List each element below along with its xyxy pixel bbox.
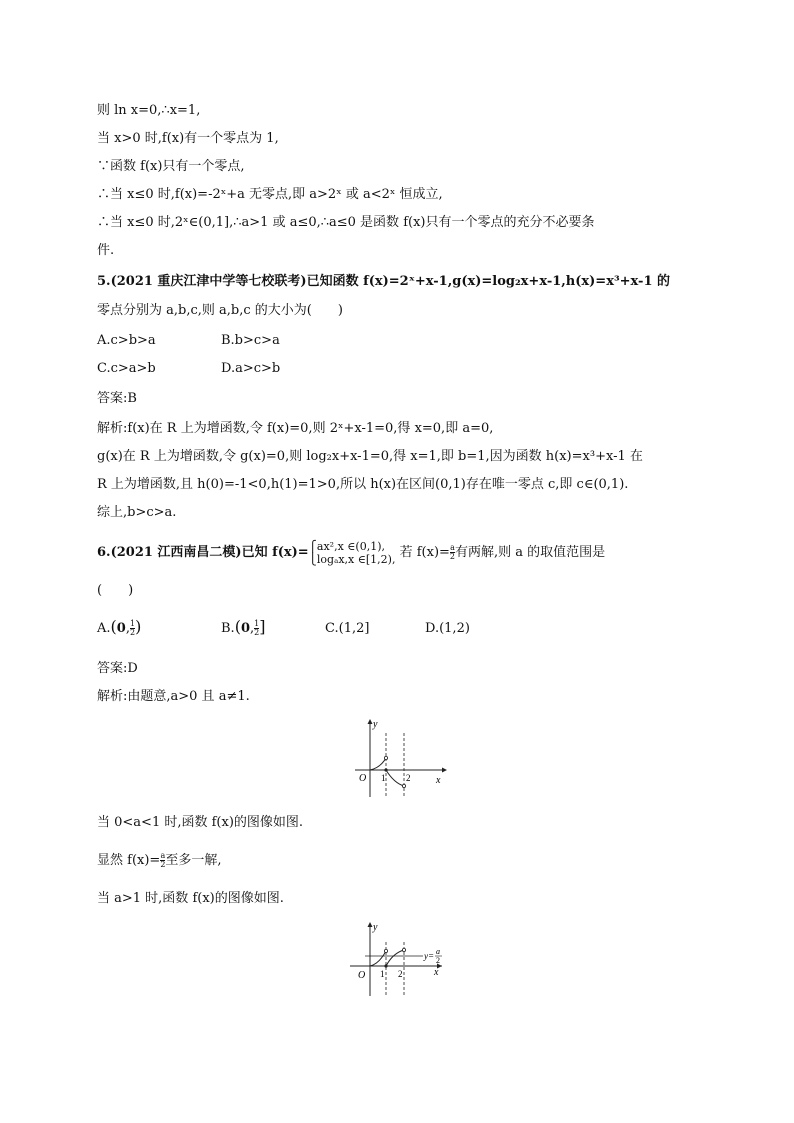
tick-label-2: 2: [398, 969, 403, 979]
text-line: 件.: [97, 243, 115, 258]
explanation-line: 当 0<a<1 时,函数 f(x)的图像如图.: [97, 815, 304, 830]
answer: 答案:D: [97, 661, 138, 676]
text-line: 当 x>0 时,f(x)有一个零点为 1,: [97, 131, 279, 146]
choice-d: D.a>c>b: [221, 361, 281, 376]
origin-label: O: [359, 773, 367, 784]
line-label: y=: [424, 951, 435, 961]
text-line: ∵函数 f(x)只有一个零点,: [97, 159, 245, 174]
piecewise-cases: [317, 540, 396, 566]
text-line: 则 ln x=0,∴x=1,: [97, 103, 201, 118]
explanation-line: 解析:f(x)在 R 上为增函数,令 f(x)=0,则 2ˣ+x-1=0,得 x=0,即 a=0,: [97, 421, 494, 436]
choice-d: D.(1,2): [425, 621, 470, 636]
explanation-line: 当 a>1 时,函数 f(x)的图像如图.: [97, 891, 284, 906]
question-6-paren: ( ): [97, 583, 134, 598]
explanation-line: 显然 f(x)= $\frac{a}{2}$ 至多一解,: [97, 851, 222, 869]
question-6-mid: 若 f(x)=: [399, 545, 450, 560]
graph-figure-1: [350, 715, 450, 800]
fraction-a-over-2: $\frac{a}{2}$: [449, 543, 455, 561]
x-axis-label: x: [436, 775, 441, 786]
piecewise-brace: ⎧ ⎩: [308, 539, 317, 566]
explanation-line: g(x)在 R 上为增函数,令 g(x)=0,则 log₂x+x-1=0,得 x=1,即 b=1,因为函数 h(x)=x³+x-1 在: [97, 449, 643, 464]
fraction-a-over-2: $\frac{a}{2}$: [160, 851, 166, 869]
origin-label: O: [358, 970, 366, 981]
explanation-line: 解析:由题意,a>0 且 a≠1.: [97, 689, 250, 704]
text-line: ∴当 x≤0 时,f(x)=-2ˣ+a 无零点,即 a>2ˣ 或 a<2ˣ 恒成立,: [97, 187, 443, 202]
line-label-num: a: [436, 947, 440, 956]
question-5-stem: 零点分别为 a,b,c,则 a,b,c 的大小为( ): [97, 303, 343, 318]
answer: 答案:B: [97, 391, 137, 406]
graph-figure-2: [345, 920, 455, 1000]
choice-b: B.b>c>a: [221, 333, 280, 348]
question-6-source: 6.(2021 江西南昌二模)已知 f(x)=: [97, 545, 309, 560]
choice-b: B.(0, $\frac{1}{2}$ ]: [221, 617, 266, 637]
explanation-line: R 上为增函数,且 h(0)=-1<0,h(1)=1>0,所以 h(x)在区间(0,1)存在唯一零点 c,即 c∈(0,1).: [97, 477, 629, 492]
x-axis-label: x: [434, 967, 439, 978]
choice-c: C.(1,2]: [325, 621, 370, 636]
line-label-den: 2: [436, 956, 440, 965]
question-5-stem: 5.(2021 重庆江津中学等七校联考)已知函数 f(x)=2ˣ+x-1,g(x)=log₂x+x-1,h(x)=x³+x-1 的: [97, 274, 671, 289]
y-axis-label: y: [373, 719, 378, 730]
piecewise-case-1: ax²,x ∈(0,1),: [316, 539, 385, 553]
question-6-post: 有两解,则 a 的取值范围是: [455, 545, 606, 560]
choice-a: A.(0, $\frac{1}{2}$ ): [97, 617, 142, 637]
question-6-stem: [97, 538, 605, 568]
choice-a: A.c>b>a: [97, 333, 156, 348]
tick-label-1: 1: [381, 773, 386, 783]
tick-label-2: 2: [406, 773, 411, 783]
y-axis-label: y: [373, 922, 378, 933]
tick-label-1: 1: [380, 969, 385, 979]
piecewise-case-2: logₐx,x ∈[1,2),: [316, 552, 396, 566]
explanation-line: 综上,b>c>a.: [97, 505, 177, 520]
text-line: ∴当 x≤0 时,2ˣ∈(0,1],∴a>1 或 a≤0,∴a≤0 是函数 f(x)只有一个零点的充分不必要条: [97, 215, 595, 230]
choice-c: C.c>a>b: [97, 361, 156, 376]
